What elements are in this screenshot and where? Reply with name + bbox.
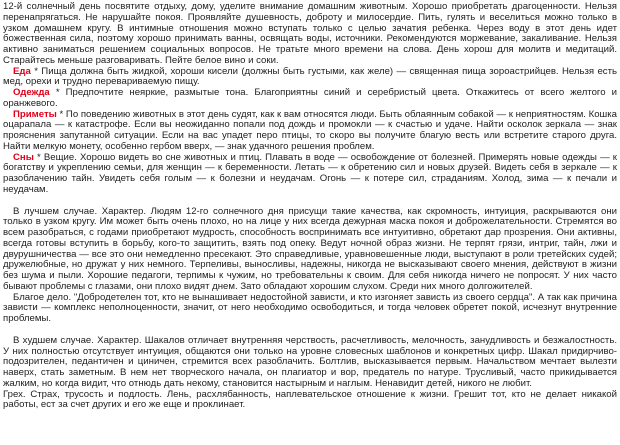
food-paragraph	[3, 67, 617, 89]
section-spacer	[3, 196, 617, 207]
intro-paragraph: 12-й солнечный день посвятите отдыху, дому, уделите внимание домашним животным. Хорошо приобретать драгоценности. Нельзя перенапрягаться. Не нарушайте покоя. Проявляйте душевность, доброту и милосердие. Пить, гулять и веселиться можно только в узком домашнем кругу. В интимные отношения можно вступать только с целью зачатия ребенка. Через воду в этот день идет божественная сила, поэтому хорошо принимать ванны, освящать воды, источники. Рекомендуются моржевание, закаливание. Нельзя активно заниматься решением социальных вопросов. Не тратьте много времени на слова. День хорош для молитв и медитаций. Старайтесь меньше разговаривать. Пейте белое вино и соки.	[3, 1, 617, 66]
omens-text: * По поведению животных в этот день судят, как к вам относятся люди. Быть облаянным собакой — к неприятностям. Кошка оцарапала — к катастрофе. Если вы неожиданно попали под дождь и промокли — к счастью и удаче. Найти осколок зеркала — знак прояснения запутанной ситуации. Если на вас упадет перо птицы, то скоро вы получите благую весть или встретите старого друга. Найти мелкую монету, особенно гербом вверх, — знак удачного решения проблем.	[3, 108, 618, 152]
best-case-paragraph: В лучшем случае. Характер. Людям 12-го солнечного дня присущи такие качества, как скромность, интуиция, раскрываются они только в узком кругу. Им может быть очень плохо, но на лице у них всегда дежурная маска покоя и доброжелательности. Стремятся во всем разобраться, с годами приобретают мудрость, способность воспринимать все интуитивно, обретают дар прозрения. Они активны, всегда готовы вступить в борьбу, кого-то защитить, взять под опеку. Ведут ночной образ жизни. Не терпят грязи, интриг, тайн, лжи и двурушничества — все это они немедленно пресекают. Это справедливые, уравновешенные люди, выступают в роли третейских судей; дружелюбные, но дружат у них немного. Терпеливы, выносливы, надежны, никогда не высказывают своего мнения, действуют в жизни без шума и пыли. Хорошие педагоги, терпимы к чужим, но требовательны к своим. Для себя никогда ничего не попросят. У них часто бывают проблемы с глазами, они плохо видят днем. Зато обладают хорошим слухом. Среди них много долгожителей.	[3, 205, 617, 292]
article-body	[3, 2, 617, 411]
dreams-text: * Вещие. Хорошо видеть во сне животных и птиц. Плавать в воде — освобождение от болезней. Примерять новые одежды — к богатству и укреплению семьи, для женщин — к беременности. Летать — к обретению сил и новых друзей. Видеть себя в зеркале — к разоблачению тайн. Увидеть себя голым — к болезни и неудачам. Огонь — к потере сил, страданиям. Холод, зима — к печали и неудачам.	[3, 151, 617, 195]
dreams-paragraph	[3, 153, 617, 196]
food-text: * Пища должна быть жидкой, хороши кисели (должны быть густыми, как желе) — священная пища зороастрийцев. Нельзя есть мед, орехи и трудно перевариваемую пищу.	[3, 65, 617, 88]
good-deed-paragraph: Благое дело. "Добродетелен тот, кто не вынашивает недостойной зависти, и кто изгоняет зависть из своего сердца". А так как причина зависти — комплекс неполноценности, значит, от него необходимо освободиться, и тогда человек обретет покой, исчезнут внутренние проблемы.	[3, 291, 617, 324]
clothing-text: * Предпочтите неяркие, размытые тона. Благоприятны синий и серебристый цвета. Откажитесь от всего желтого и оранжевого.	[3, 87, 617, 109]
worst-case-paragraph: В худшем случае. Характер. Шакалов отличает внутренняя черствость, расчетливость, мелочность, занудливость и безжалостность. У них полностью отсутствует интуиция, общаются они только на уровне словесных шаблонов и конкретных цифр. Шакал придирчиво-подозрителен, педантичен и циничен, стремится всех разоблачить. Болтлив, высказывается первым. Начальством мечтает вылезти наверх, стать заметным. В нем нет творческого начала, он плагиатор и вор, предатель по натуре. Трусливый, часто прикидывается жалким, но когда видит, что отнюдь дать некому, становится настырным и наглым. Ненавидит детей, никого не любит.	[3, 334, 617, 389]
dreams-label: Сны	[13, 151, 34, 163]
clothing-label: Одежда	[13, 87, 50, 98]
food-label: Еда	[13, 65, 31, 77]
omens-paragraph	[3, 110, 617, 153]
sin-paragraph: Грех. Страх, трусость и подлость. Лень, расхлябанность, наплевательское отношение к жизни. Грешит тот, кто не делает никакой работы, ест за счет других и его же еще и проклинает.	[3, 388, 617, 411]
omens-label: Приметы	[13, 108, 57, 120]
clothing-paragraph	[3, 88, 617, 110]
